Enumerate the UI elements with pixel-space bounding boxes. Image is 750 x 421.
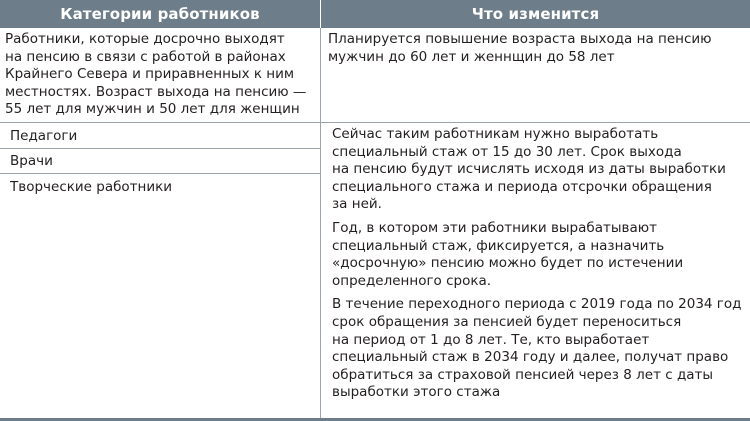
paragraph [332,126,746,214]
text-line: на период от 1 до 8 лет. Те, кто выработает [332,331,650,348]
text-line: специальный стаж, фиксируется, а назначить [332,237,665,254]
header-categories: Категории работников [0,0,320,28]
text-line: местностях. Возраст выхода на пенсию — [5,83,307,100]
category-teachers: Педагоги [10,128,78,144]
category-creative-workers: Творческие работники [10,179,173,195]
text-line: Крайнего Севера и приравненных к ним [5,66,295,83]
text-line: В течение переходного периода с 2019 года по 2034 год [332,296,742,313]
changes-description [332,126,746,408]
header-changes: Что изменится [321,0,750,28]
text-line: на пенсию в связи с работой в районах [5,48,286,65]
row-divider [0,148,320,149]
text-line: специальный стаж от 15 до 30 лет. Срок выхода [332,143,682,160]
text-line: Сейчас таким работникам нужно выработать [332,126,659,142]
text-line: Работники, которые досрочно выходят [5,31,285,47]
paragraph [332,220,746,290]
text-line: срок обращения за пенсией будет переноситься [332,313,682,330]
north-workers-change-cell [328,31,746,66]
text-line: специального стажа и периода отсрочки обращения [332,178,712,195]
text-line: выработки этого стажа [332,384,501,401]
text-line: Планируется повышение возраста выхода на пенсию [328,31,712,47]
north-workers-cell [5,31,317,119]
column-divider [320,28,321,418]
text-line: определенного срока. [332,272,492,289]
text-line: мужчин до 60 лет и женнщин до 58 лет [328,48,615,65]
text-line: обратиться за страховой пенсией через 8 лет с даты [332,366,714,383]
row-divider [0,122,750,123]
paragraph [332,296,746,402]
text-line: специальный стаж в 2034 году и далее, получат право [332,349,729,366]
category-doctors: Врачи [10,153,53,169]
text-line: за ней. [332,196,382,213]
text-line: 55 лет для мужчин и 50 лет для женщин [5,101,300,118]
row-divider [0,173,320,174]
text-line: «досрочную» пенсию можно будет по истечении [332,255,684,272]
text-line: Год, в котором эти работники вырабатывают [332,219,657,236]
text-line: на пенсию будут исчислять исходя из даты выработки [332,161,726,178]
